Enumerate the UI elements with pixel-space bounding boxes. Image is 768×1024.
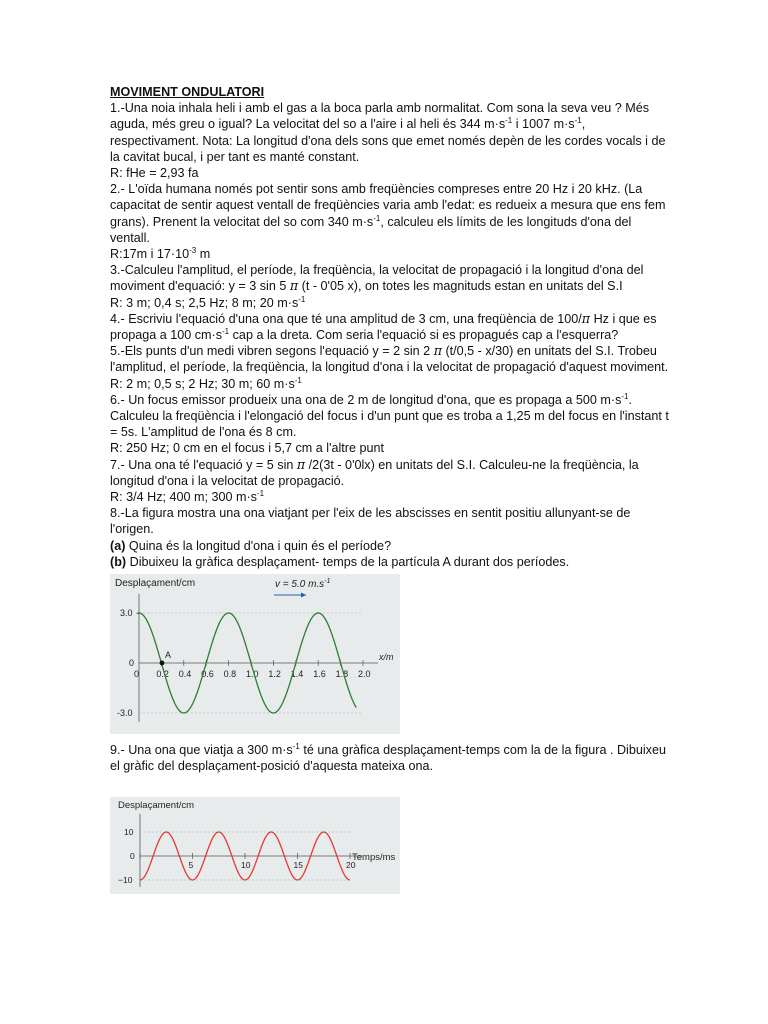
p1-text-a: 1.-Una noia inhala heli i amb el gas a la boca parla amb normalitat. Com sona la seva veu ? Més aguda, més greu o igual? La velocitat del so a l'aire i al heli és 344 m·s <box>110 101 650 132</box>
p4-text-a: 4.- Escriviu l'equació d'una ona que té una amplitud de 3 cm, una freqüència de 100/ <box>110 311 582 326</box>
fig1-ylabel: Desplaçament/cm <box>115 578 196 590</box>
fig1-xtick-label: 1.0 <box>246 669 259 680</box>
a7-text: R: 3/4 Hz; 400 m; 300 m·s <box>110 490 257 505</box>
fig1-xtick-label: 1.8 <box>335 669 349 680</box>
p3-text-b: (t - 0'05 x), on totes les magnituds estan en unitats del S.I <box>298 279 623 294</box>
p9-text-a: 9.- Una ona que viatja a 300 m·s <box>110 743 293 758</box>
fig1-xtick-label: 2.0 <box>358 669 371 680</box>
fig1-xtick-label: 0 <box>134 669 140 680</box>
fig1-xtick-label: 1.2 <box>268 669 281 680</box>
p3-text-a: 3.-Calculeu l'amplitud, el període, la freqüència, la velocitat de propagació i la longitud d'ona del moviment d'equació: y = 3 sin 5 <box>110 263 644 294</box>
p9-text-b: té una gràfica desplaçament-temps com la de la figura . Dibuixeu el gràfic del desplaçament-posició d'aquesta mateixa ona. <box>110 743 666 774</box>
p7-text-a: 7.- Una ona té l'equació y = 5 sin <box>110 457 297 472</box>
figure-wave-displacement-time <box>110 797 400 894</box>
problem-6 <box>110 392 670 441</box>
p2-sup-1: -1 <box>373 213 381 223</box>
answer-7 <box>110 489 670 505</box>
problem-8a <box>110 538 670 554</box>
figure-wave-displacement-position <box>110 574 400 734</box>
problem-9 <box>110 742 670 774</box>
answer-5 <box>110 376 670 392</box>
p4-sup: -1 <box>222 327 230 337</box>
a5-text: R: 2 m; 0,5 s; 2 Hz; 30 m; 60 m·s <box>110 376 295 391</box>
p8a-label: (a) <box>110 538 126 553</box>
p6-sup: -1 <box>621 391 629 401</box>
problem-1 <box>110 100 670 165</box>
fig2-x-ticks <box>140 853 356 870</box>
problem-2 <box>110 181 670 246</box>
problem-8b <box>110 554 670 570</box>
fig1-velocity-text: v = 5.0 m.s <box>275 579 325 591</box>
fig1-velocity-sup: -1 <box>324 578 331 586</box>
fig1-point-a-marker <box>160 661 165 666</box>
p2-text-a: 2.- L'oïda humana només pot sentir sons amb freqüències compreses entre 20 Hz i 20 kHz. (La capacitat de sentir aquest ventall de freqüències varia amb l'edat: es redueix a mesura que ens fem grans). Prenent la velocitat del so com 340 m·s <box>110 182 666 229</box>
fig2-ylabel: Desplaçament/cm <box>118 799 195 811</box>
p1-sup-1: -1 <box>505 116 513 126</box>
p8a-text: Quina és la longitud d'ona i quin és el període? <box>125 538 392 553</box>
problem-7 <box>110 457 670 489</box>
fig2-xtick-label: 15 <box>293 859 303 870</box>
fig1-xtick-label: 0.8 <box>223 669 237 680</box>
problem-4 <box>110 311 670 343</box>
arrow-right-icon <box>301 593 306 598</box>
p7-text-b: /2(3t - 0'0lx) en unitats del S.I. Calculeu-ne la freqüència, la longitud d'ona i la velocitat de propagació. <box>110 457 639 488</box>
fig1-xlabel: x/m <box>379 652 394 663</box>
pi-symbol: π <box>433 343 442 359</box>
pi-symbol: π <box>289 278 299 294</box>
p6-text-a: 6.- Un focus emissor produeix una ona de 2 m de longitud d'ona, que es propaga a 500 m·s <box>110 392 622 407</box>
problem-3 <box>110 262 670 294</box>
pi-symbol: π <box>296 456 306 472</box>
fig2-xtick-label: 10 <box>241 859 251 870</box>
fig1-ytick-zero: 0 <box>129 658 135 669</box>
a5-sup: -1 <box>294 375 302 385</box>
a2-text-a: R:17m i 17·10 <box>110 247 190 262</box>
problem-8: 8.-La figura mostra una ona viatjant per l'eix de les abscisses en sentit positiu allunyant-se de l'origen. <box>110 506 631 537</box>
p9-sup: -1 <box>292 742 300 752</box>
p8b-text: Dibuixeu la gràfica desplaçament- temps de la partícula A durant dos períodes. <box>126 554 570 569</box>
fig1-ytick-bottom: -3.0 <box>117 708 133 719</box>
fig2-ytick-bottom: −10 <box>118 874 133 885</box>
pi-symbol: π <box>581 310 591 326</box>
fig1-ytick-top: 3.0 <box>120 608 133 619</box>
problem-5 <box>110 343 670 375</box>
a2-sup: -3 <box>189 246 197 256</box>
fig1-velocity-label <box>275 578 331 590</box>
a2-text-b: m <box>196 247 211 262</box>
p2-text-b: , calculeu els límits de les longituds d'ona del ventall. <box>110 214 632 245</box>
fig1-xtick-label: 1.6 <box>313 669 326 680</box>
p1-text-b: i 1007 m·s <box>512 117 575 132</box>
answer-6: R: 250 Hz; 0 cm en el focus i 5,7 cm a l'altre punt <box>110 441 384 456</box>
fig2-xlabel: Temps/ms <box>352 851 396 863</box>
fig2-ytick-top: 10 <box>124 826 134 837</box>
p1-text-c: , respectivament. Nota: La longitud d'ona dels sons que emet només depèn de les cordes vocals i de la cavitat bucal, i per tant es manté constant. <box>110 117 666 164</box>
fig1-xtick-label: 0.6 <box>201 669 214 680</box>
fig2-xtick-label: 20 <box>346 859 356 870</box>
p6-text-b: . Calculeu la freqüència i l'elongació del focus i d'un punt que es troba a 1,25 m del focus en l'instant t = 5s. L'amplitud de l'ona és 8 cm. <box>110 392 669 440</box>
fig1-xtick-label: 0.4 <box>178 669 192 680</box>
document-title: MOVIMENT ONDULATORI <box>110 85 265 99</box>
p1-sup-2: -1 <box>574 116 582 126</box>
fig2-xtick-label: 5 <box>188 859 194 870</box>
a7-sup: -1 <box>256 489 265 499</box>
fig1-point-a-label: A <box>165 650 172 661</box>
fig1-xtick-label: 1.4 <box>290 669 304 680</box>
a3-text: R: 3 m; 0,4 s; 2,5 Hz; 8 m; 20 m·s <box>110 295 299 310</box>
document <box>110 84 670 894</box>
p5-text-b: (t/0,5 - x/30) en unitats del S.I. Trobeu l'amplitud, el període, la freqüència, la longitud d'ona i la velocitat de propagació d'aquest moviment. <box>110 344 669 375</box>
p4-text-c: cap a la dreta. Com seria l'equació si es propagués cap a l'esquerra? <box>229 328 619 343</box>
p8b-label: (b) <box>110 554 127 569</box>
fig2-ytick-zero: 0 <box>130 850 135 861</box>
fig1-xtick-label: 0.2 <box>156 669 169 680</box>
a3-sup: -1 <box>298 294 306 304</box>
p5-text-a: 5.-Els punts d'un medi vibren segons l'equació y = 2 sin 2 <box>110 344 434 359</box>
answer-3 <box>110 295 670 311</box>
p4-text-b: Hz i que es propaga a 100 cm·s <box>110 311 657 343</box>
answer-2 <box>110 246 670 262</box>
answer-1: R: fHe = 2,93 fa <box>110 166 199 181</box>
